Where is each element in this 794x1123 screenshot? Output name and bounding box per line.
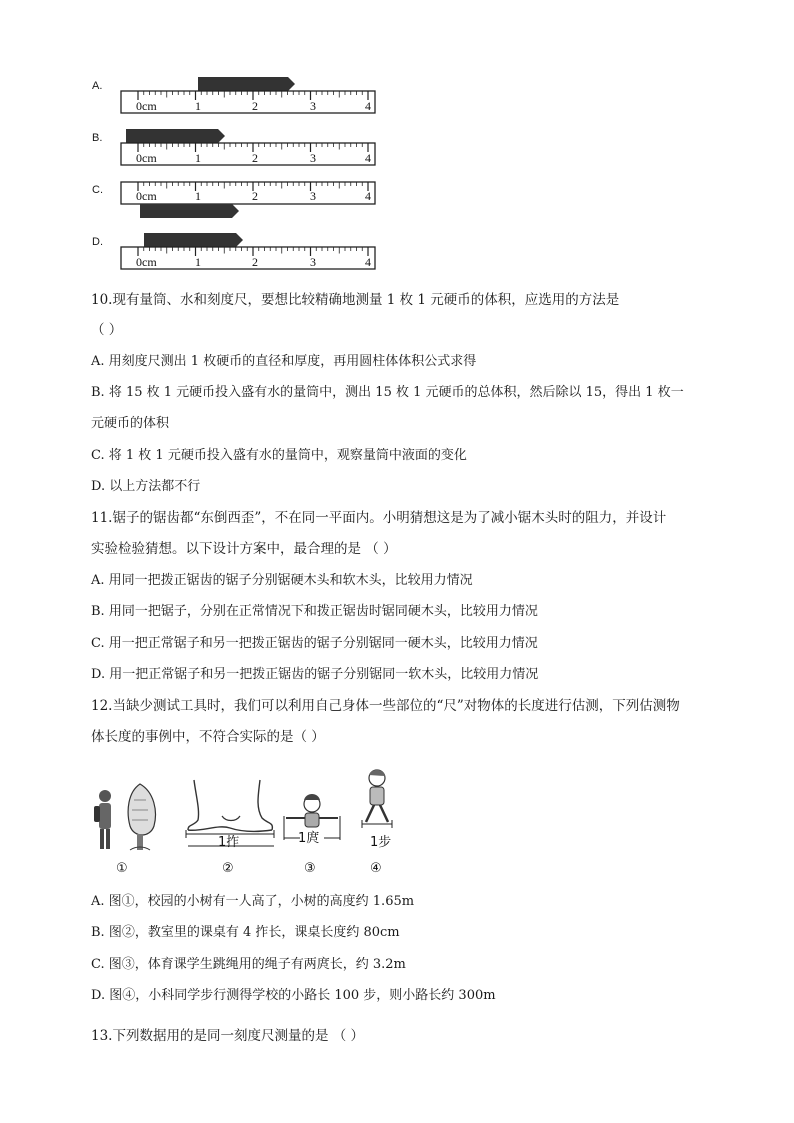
- hand-span-label: 1拃: [218, 835, 240, 850]
- tick-label: 0cm: [136, 189, 157, 203]
- ruler-diagram-a: [118, 74, 380, 118]
- q13-stem: 13.下列数据用的是同一刻度尺测量的是 （ ）: [91, 1028, 365, 1044]
- ruler-diagram-c: [118, 178, 380, 222]
- option-letter: A.: [92, 80, 103, 92]
- tick-label: 2: [252, 151, 258, 165]
- ruler-body: [121, 143, 375, 165]
- option-letter: B.: [92, 132, 103, 144]
- figure-number-2: ②: [222, 861, 234, 876]
- figure-number-4: ④: [370, 861, 382, 876]
- q10-option-a[interactable]: A. 用刻度尺测出 1 枚硬币的直径和厚度，再用圆柱体体积公式求得: [91, 354, 477, 369]
- q12-stem: 12.当缺少测试工具时，我们可以利用自己身体一些部位的“尺”对物体的长度进行估测，下列估测物: [91, 698, 680, 714]
- step-label: 1步: [370, 835, 392, 850]
- q12-option-a[interactable]: A. 图①，校园的小树有一人高了，小树的高度约 1.65m: [91, 894, 415, 909]
- tick-label: 4: [365, 255, 371, 269]
- q12-option-b[interactable]: B. 图②，教室里的课桌有 4 拃长，课桌长度约 80cm: [91, 925, 400, 940]
- q12-option-c[interactable]: C. 图③，体育课学生跳绳用的绳子有两庹长，约 3.2m: [91, 957, 406, 972]
- q11-option-b[interactable]: B. 用同一把锯子，分别在正常情况下和拨正锯齿时锯同硬木头，比较用力情况: [91, 604, 538, 619]
- tick-label: 4: [365, 189, 371, 203]
- q11-option-a[interactable]: A. 用同一把拨正锯齿的锯子分别锯硬木头和软木头，比较用力情况: [91, 573, 473, 588]
- tick-label: 2: [252, 189, 258, 203]
- ruler-option-b[interactable]: [92, 126, 392, 174]
- figure-person-and-tree: [94, 784, 155, 850]
- q12-stem-cont: 体长度的事例中，不符合实际的是（ ）: [91, 729, 325, 745]
- ruler-option-c[interactable]: [92, 178, 392, 226]
- option-letter: C.: [92, 184, 103, 196]
- figure-number-3: ③: [304, 861, 316, 876]
- tick-label: 4: [365, 151, 371, 165]
- tick-label: 3: [310, 151, 316, 165]
- tick-label: 3: [310, 255, 316, 269]
- ruler-body: [121, 91, 375, 113]
- tick-label: 2: [252, 99, 258, 113]
- q10-option-c[interactable]: C. 将 1 枚 1 元硬币投入盛有水的量筒中，观察量筒中液面的变化: [91, 448, 467, 463]
- q10-stem: 10.现有量筒、水和刻度尺，要想比较精确地测量 1 枚 1 元硬币的体积，应选用的方法是: [91, 292, 620, 308]
- arm-span-label: 1庹: [298, 831, 320, 846]
- tick-label: 1: [195, 99, 201, 113]
- q10-option-b-cont: 元硬币的体积: [91, 416, 170, 431]
- q11-stem: 11.锯子的锯齿都“东倒西歪”，不在同一平面内。小明猜想这是为了减小锯木头时的阻力，并设计: [91, 510, 667, 526]
- q10-option-b[interactable]: B. 将 15 枚 1 元硬币投入盛有水的量筒中，测出 15 枚 1 元硬币的总体积，然后除以 15，得出 1 枚一: [91, 385, 684, 400]
- measured-object: [198, 77, 295, 91]
- q11-option-c[interactable]: C. 用一把正常锯子和另一把拨正锯齿的锯子分别锯同一硬木头，比较用力情况: [91, 636, 538, 651]
- tick-label: 0cm: [136, 255, 157, 269]
- ruler-diagram-b: [118, 126, 380, 170]
- tick-label: 2: [252, 255, 258, 269]
- option-letter: D.: [92, 236, 103, 248]
- ruler-option-d[interactable]: [92, 230, 392, 278]
- tick-label: 3: [310, 99, 316, 113]
- q10-answer-blank[interactable]: （ ）: [91, 322, 123, 338]
- measured-object: [140, 204, 239, 218]
- tick-label: 3: [310, 189, 316, 203]
- tick-label: 0cm: [136, 99, 157, 113]
- ruler-diagram-d: [118, 230, 380, 274]
- measured-object: [144, 233, 243, 247]
- measured-object: [126, 129, 225, 143]
- tick-label: 1: [195, 189, 201, 203]
- figure-walking-step: [362, 770, 392, 828]
- ruler-body: [121, 247, 375, 269]
- ruler-option-a[interactable]: [92, 74, 392, 122]
- tick-label: 1: [195, 255, 201, 269]
- figure-number-1: ①: [116, 861, 128, 876]
- ruler-body: [121, 182, 375, 204]
- tick-label: 0cm: [136, 151, 157, 165]
- q10-option-d[interactable]: D. 以上方法都不行: [91, 479, 201, 494]
- tick-label: 4: [365, 99, 371, 113]
- q12-figures: [90, 766, 410, 878]
- q12-option-d[interactable]: D. 图④，小科同学步行测得学校的小路长 100 步，则小路长约 300m: [91, 988, 496, 1003]
- q11-stem-cont: 实验检验猜想。以下设计方案中，最合理的是 （ ）: [91, 541, 397, 557]
- tick-label: 1: [195, 151, 201, 165]
- q11-option-d[interactable]: D. 用一把正常锯子和另一把拨正锯齿的锯子分别锯同一软木头，比较用力情况: [91, 667, 539, 682]
